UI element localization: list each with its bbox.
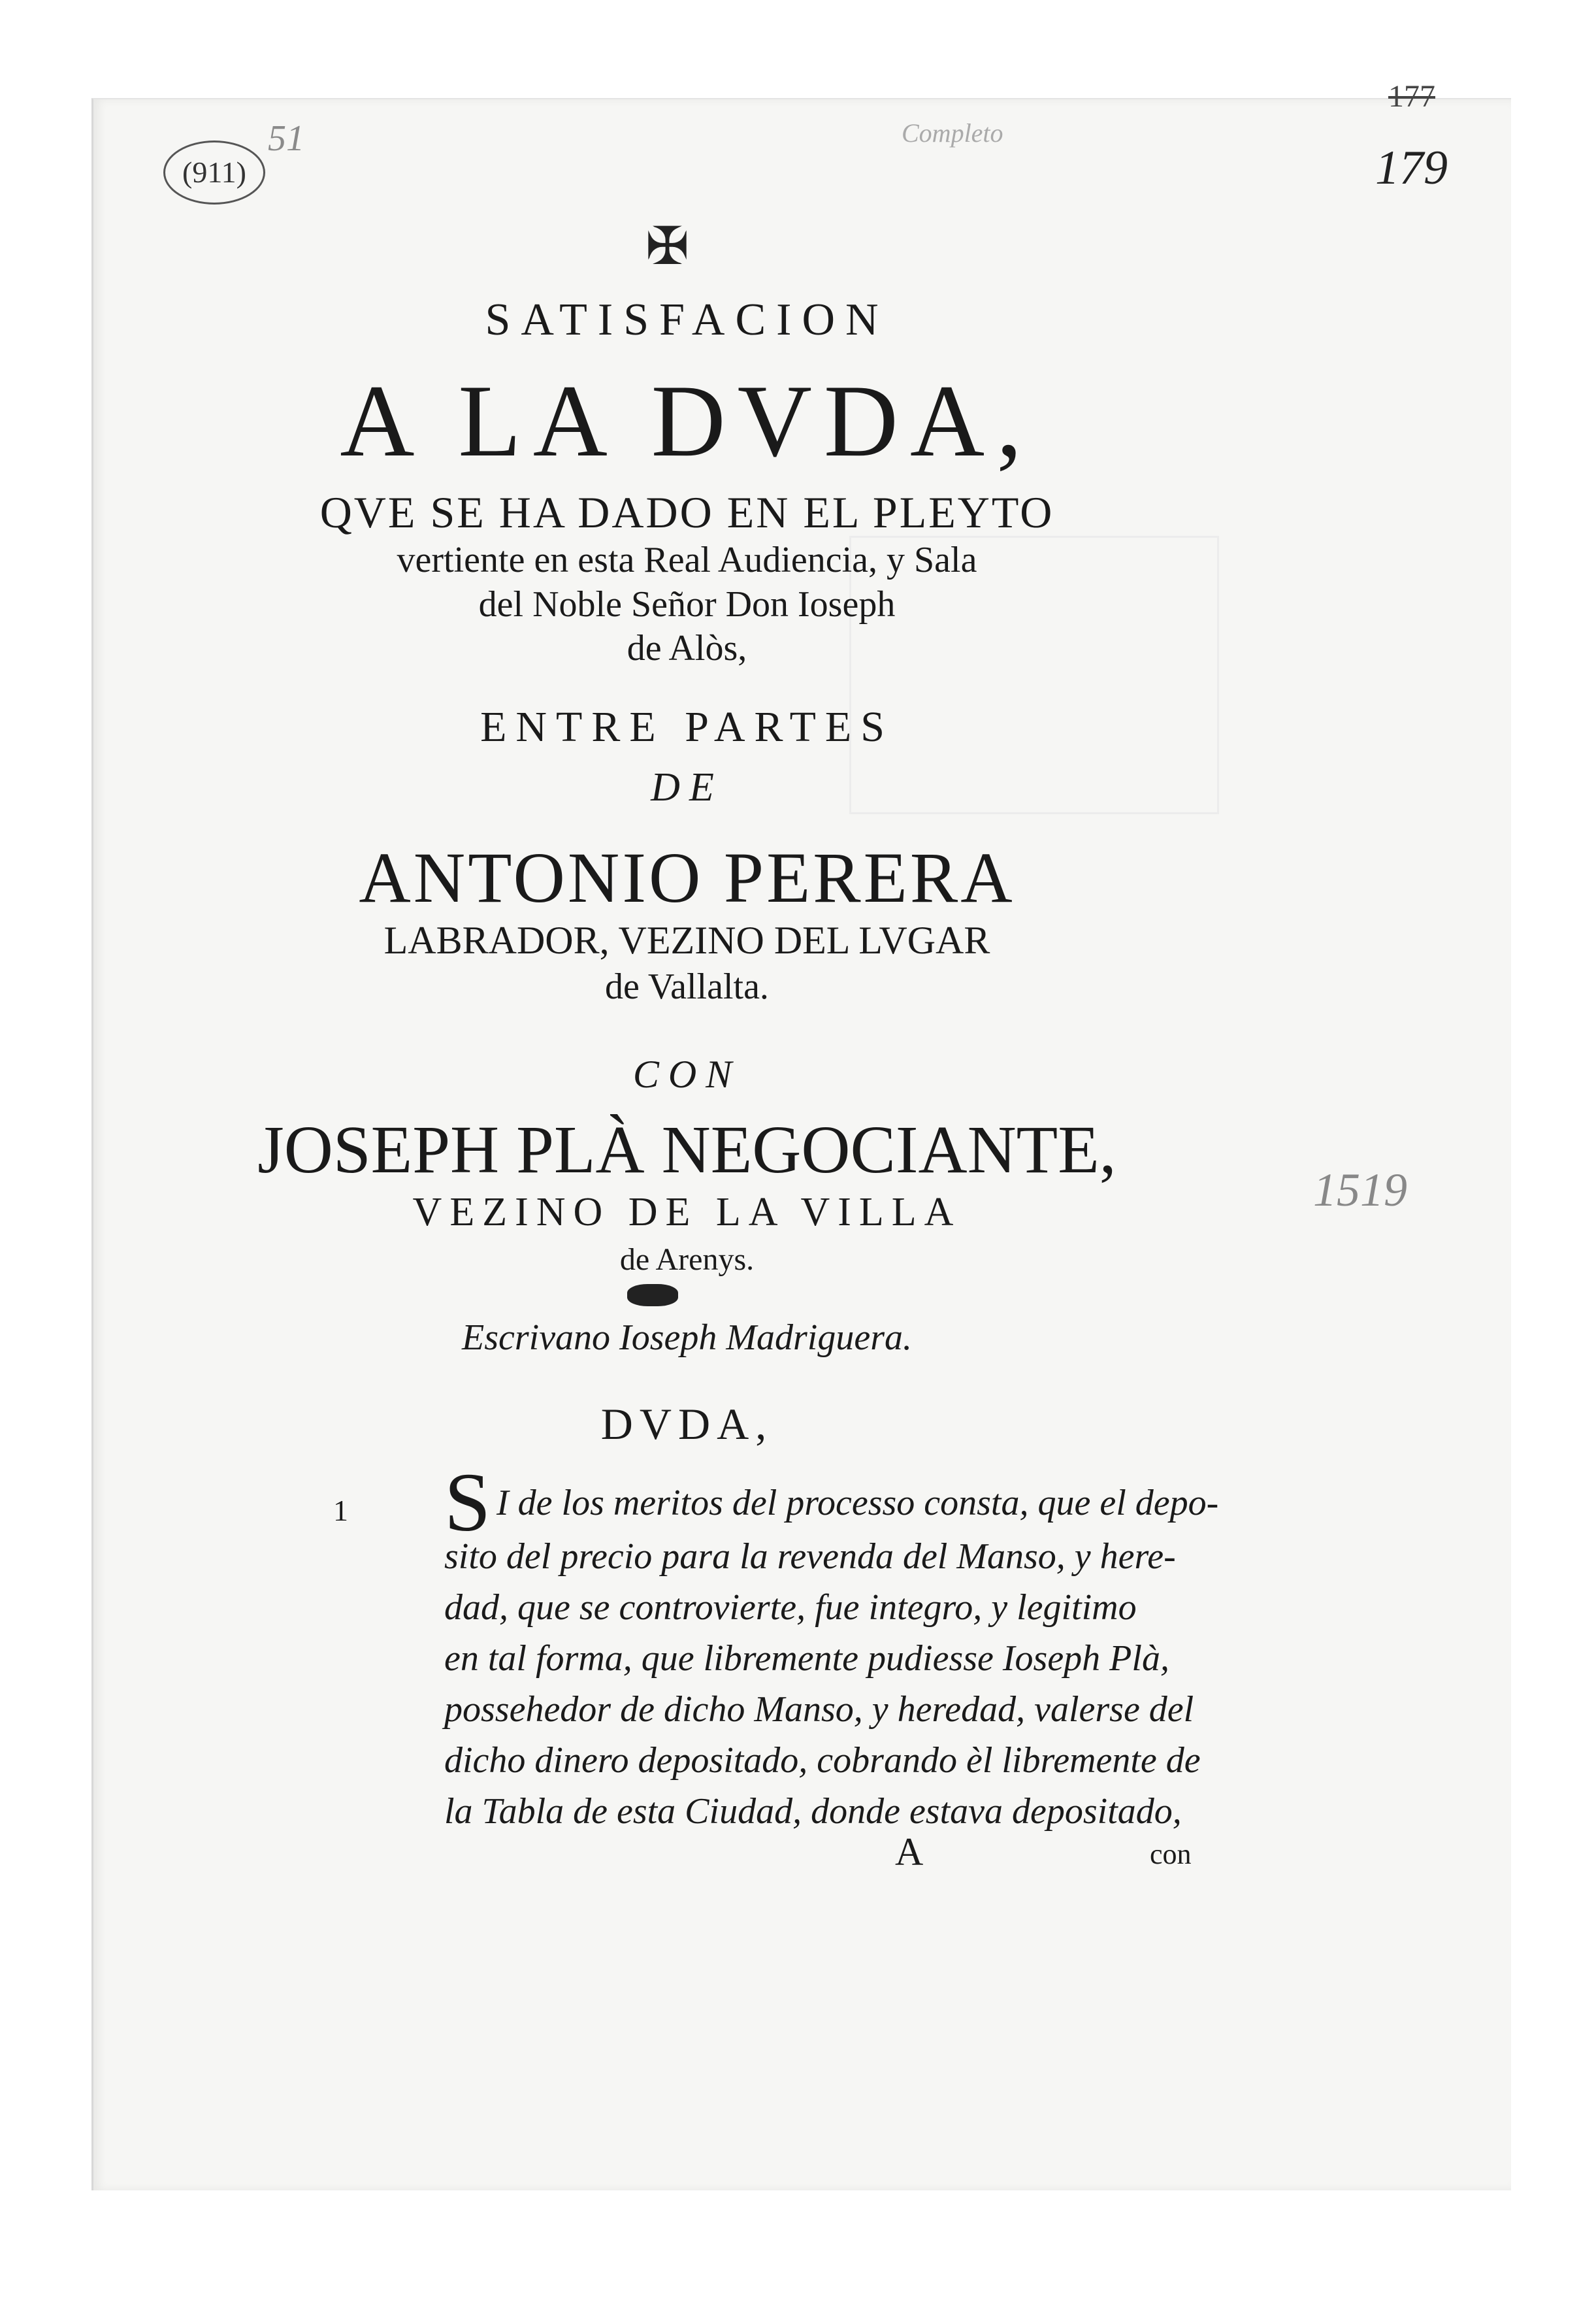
satisfacion-text: SATISFACION — [485, 295, 889, 345]
catchword — [1150, 1838, 1192, 1871]
duda-line-3 — [444, 1587, 1137, 1628]
pencil-51-text: 51 — [268, 118, 304, 159]
duda-line-5 — [444, 1689, 1194, 1730]
party-antonio-perera — [0, 836, 1485, 919]
archive-folio-number — [1375, 140, 1448, 196]
party-joseph-pla — [0, 1111, 1485, 1189]
heading-vertiente — [0, 539, 1485, 581]
archive-folio-struck — [1388, 78, 1435, 114]
vallalta-text: de Vallalta. — [605, 966, 769, 1007]
labrador-text: LABRADOR, VEZINO DEL LVGAR — [383, 919, 990, 962]
folio-number-text: 179 — [1375, 141, 1448, 195]
escrivano-text: Escrivano Ioseph Madriguera. — [461, 1317, 912, 1358]
duda-line-1-text: I de los meritos del processo consta, que el depo- — [497, 1483, 1219, 1523]
party-labrador — [0, 918, 1485, 963]
circled-number-text: (911) — [182, 156, 246, 189]
heading-alos — [0, 627, 1485, 669]
duda-line-5-text: possehedor de dicho Manso, y heredad, valerse del — [444, 1689, 1194, 1730]
heading-que-line — [0, 487, 1485, 538]
duda-line-7 — [444, 1790, 1182, 1832]
ornament-glyph: ✠ — [645, 216, 690, 276]
heading-entre-partes — [0, 702, 1485, 752]
folio-struck-text: 177 — [1388, 79, 1435, 114]
a-la-duda-text: A LA DVDA, — [340, 364, 1034, 478]
side-number-text: 1519 — [1313, 1164, 1407, 1216]
title-ornament — [0, 216, 1465, 276]
de-text: DE — [651, 765, 723, 810]
duda-line-6 — [444, 1739, 1201, 1781]
heading-de — [0, 765, 1485, 811]
paragraph-marker-text: 1 — [333, 1494, 348, 1527]
party-vallalta — [0, 966, 1485, 1008]
duda-line-4 — [444, 1638, 1169, 1679]
antonio-text: ANTONIO PERERA — [359, 838, 1015, 917]
drop-cap-text: S — [444, 1456, 491, 1549]
duda-heading-text: DVDA, — [600, 1399, 774, 1449]
ornament-dingbat — [627, 1284, 678, 1306]
duda-line-1 — [497, 1482, 1218, 1524]
duda-line-7-text: la Tabla de esta Ciudad, donde estava depositado, — [444, 1791, 1182, 1832]
con-text: CON — [632, 1053, 741, 1096]
noble-text: del Noble Señor Don Ioseph — [478, 584, 896, 625]
party-arenys — [0, 1242, 1485, 1278]
archive-pencil-51 — [268, 118, 304, 159]
joseph-text: JOSEPH PLÀ NEGOCIANTE, — [257, 1112, 1116, 1187]
escrivano-line — [0, 1317, 1485, 1359]
duda-line-6-text: dicho dinero depositado, cobrando èl libremente de — [444, 1740, 1201, 1781]
heading-noble — [0, 584, 1485, 625]
alos-text: de Alòs, — [627, 628, 747, 668]
archive-circled-number — [163, 140, 265, 205]
pencil-completo-text: Completo — [902, 118, 1003, 148]
heading-satisfacion — [0, 294, 1485, 346]
heading-a-la-duda — [0, 366, 1485, 477]
vertiente-text: vertiente en esta Real Audiencia, y Sala — [397, 540, 977, 580]
arenys-text: de Arenys. — [619, 1242, 755, 1277]
catchword-text: con — [1150, 1838, 1192, 1870]
archive-pencil-completo — [902, 118, 1003, 148]
signature-text: A — [895, 1830, 924, 1873]
signature-mark — [895, 1830, 923, 1875]
vezino-villa-text: VEZINO DE LA VILLA — [412, 1190, 962, 1234]
que-line-text: QVE SE HA DADO EN EL PLEYTO — [319, 487, 1054, 537]
duda-line-4-text: en tal forma, que libremente pudiesse Ioseph Plà, — [444, 1638, 1169, 1679]
heading-con — [0, 1052, 1485, 1097]
heading-duda — [0, 1398, 1485, 1450]
duda-line-2 — [444, 1536, 1176, 1577]
paragraph-marker — [333, 1493, 348, 1528]
drop-cap — [444, 1456, 491, 1549]
duda-line-2-text: sito del precio para la revenda del Manso, y here- — [444, 1536, 1176, 1577]
duda-line-3-text: dad, que se controvierte, fue integro, y legitimo — [444, 1587, 1137, 1628]
entre-partes-text: ENTRE PARTES — [480, 703, 894, 751]
party-vezino-villa — [0, 1189, 1485, 1236]
